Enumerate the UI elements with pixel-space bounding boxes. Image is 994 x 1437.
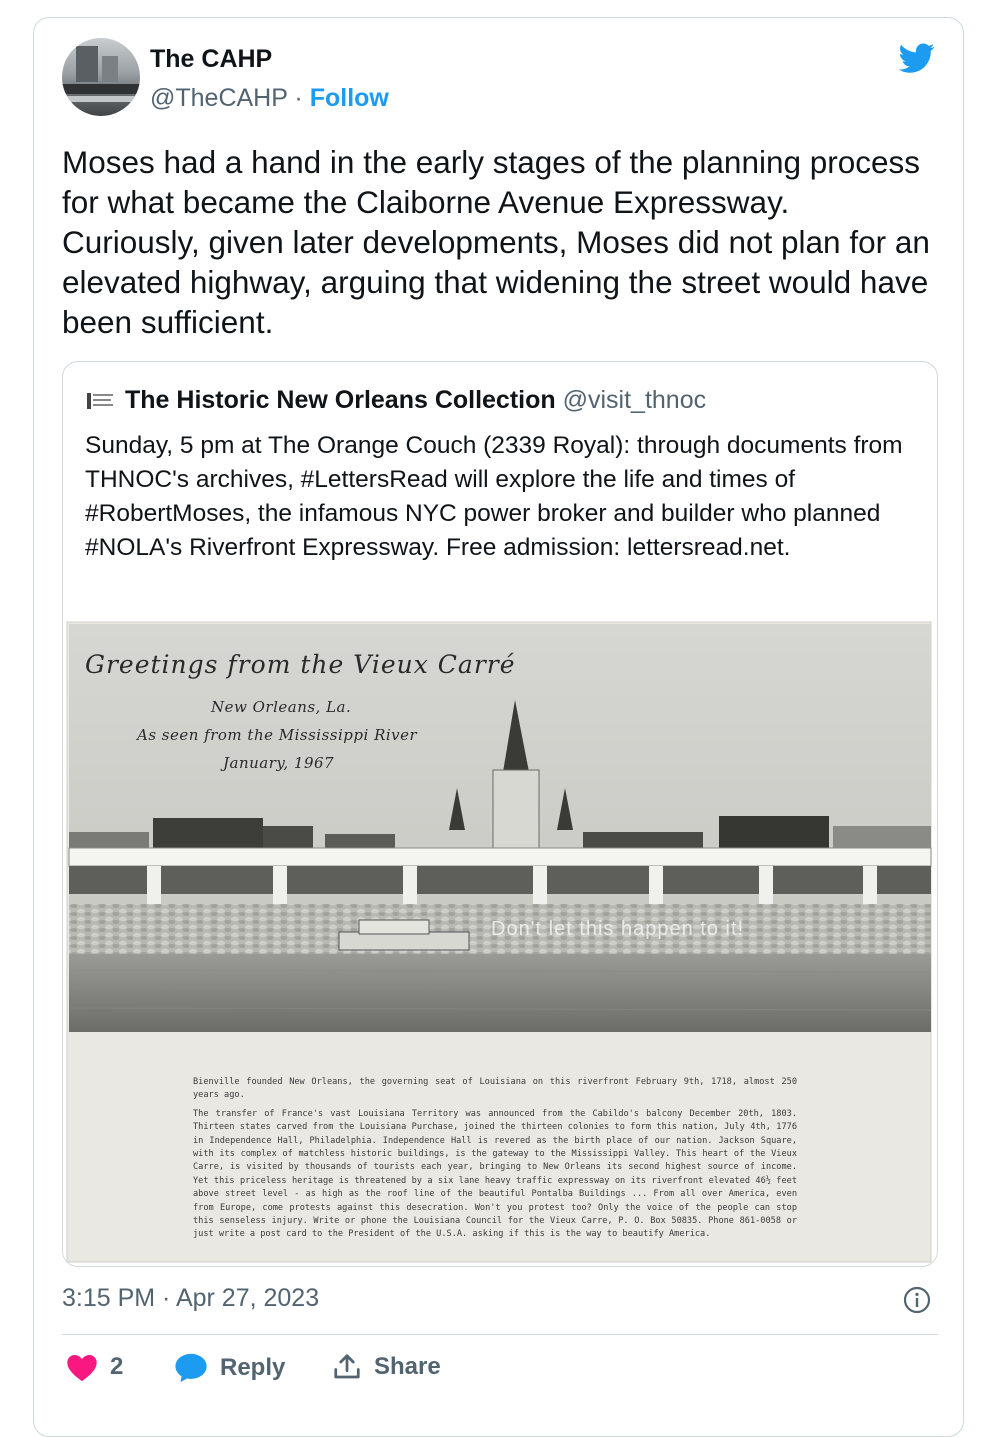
- share-button[interactable]: [332, 1352, 441, 1382]
- postcard-subtitle-location: New Orleans, La.: [211, 698, 352, 716]
- like-button[interactable]: [66, 1352, 123, 1382]
- like-count: 2: [110, 1353, 124, 1380]
- postcard-title: Greetings from the Vieux Carré: [85, 650, 516, 679]
- handle-separator: ·: [294, 84, 303, 112]
- postcard-subtitle-view: As seen from the Mississippi River: [137, 726, 418, 744]
- quoted-author-name[interactable]: The Historic New Orleans Collection: [125, 386, 556, 414]
- share-icon: [332, 1352, 362, 1382]
- quoted-author-handle[interactable]: @visit_thnoc: [562, 386, 707, 414]
- thnoc-logo-icon: [87, 392, 115, 410]
- reply-label: Reply: [220, 1354, 286, 1381]
- postcard-body-p2: The transfer of France's vast Louisiana Territory was announced from the Cabildo's balcony December 20th, 1803. Thirteen states carved from the Louisiana Purchase, joined the thirteen colonies to form this nation, July 4th, 1776 in Independence Hall, Philadelphia. Independence Hall is revered as the birth place of our nation. Jackson Square, with its complex of matchless historic buildings, is the gateway to the Mississippi Valley. This heart of the Vieux Carre, is visited by thousands of tourists each year, bringing to New Orleans its second highest source of income. Yet this priceless heritage is threatened by a six lane heavy traffic expressway on its riverfront elevated 46½ feet above street level - as high as the roof line of the beautiful Pontalba Buildings ... From all over America, even from Europe, come protests against this desecration. Won't you protest too? Only the voice of the people can stop this senseless injury. Write or phone the Louisiana Council for the Vieux Carre, P. O. Box 50835. Phone 861-0058 or just write a post card to the President of the U.S.A. asking if this is the way to beautify America.: [193, 1108, 797, 1240]
- heart-icon: [66, 1352, 98, 1382]
- postcard-image[interactable]: [63, 620, 938, 1266]
- reply-bubble-icon: [174, 1352, 208, 1384]
- divider: [62, 1334, 938, 1335]
- postcard-body: [193, 1076, 797, 1247]
- postcard-subtitle-date: January, 1967: [223, 754, 335, 772]
- author-handle[interactable]: @TheCAHP: [150, 84, 288, 112]
- tweet-text: Moses had a hand in the early stages of the planning process for what became the Claiborne Avenue Expressway. Curiously, given later developments, Moses did not plan for an elevated highway, arguing that widening the street would have been sufficient.: [62, 144, 930, 340]
- postcard-overlay-text: Don't let this happen to it!: [491, 918, 745, 940]
- quoted-author[interactable]: [125, 386, 706, 415]
- reply-button[interactable]: [174, 1352, 285, 1384]
- avatar[interactable]: [62, 38, 140, 116]
- quoted-tweet[interactable]: [62, 361, 938, 1267]
- follow-button[interactable]: Follow: [309, 84, 389, 112]
- info-icon[interactable]: [902, 1285, 932, 1315]
- quoted-tweet-text: Sunday, 5 pm at The Orange Couch (2339 Royal): through documents from THNOC's archives, #LettersRead will explore the life and times of #RobertMoses, the infamous NYC power broker and builder who planned #NOLA's Riverfront Expressway. Free admission: lettersread.net.: [85, 432, 903, 561]
- share-label: Share: [374, 1353, 441, 1380]
- postcard-body-p1: Bienville founded New Orleans, the governing seat of Louisiana on this riverfront February 9th, 1718, almost 250 years ago.: [193, 1077, 797, 1101]
- twitter-bird-icon[interactable]: [896, 40, 938, 76]
- author-name[interactable]: The CAHP: [150, 45, 273, 73]
- author-handle-row: [150, 84, 389, 113]
- tweet-timestamp[interactable]: 3:15 PM · Apr 27, 2023: [62, 1284, 320, 1312]
